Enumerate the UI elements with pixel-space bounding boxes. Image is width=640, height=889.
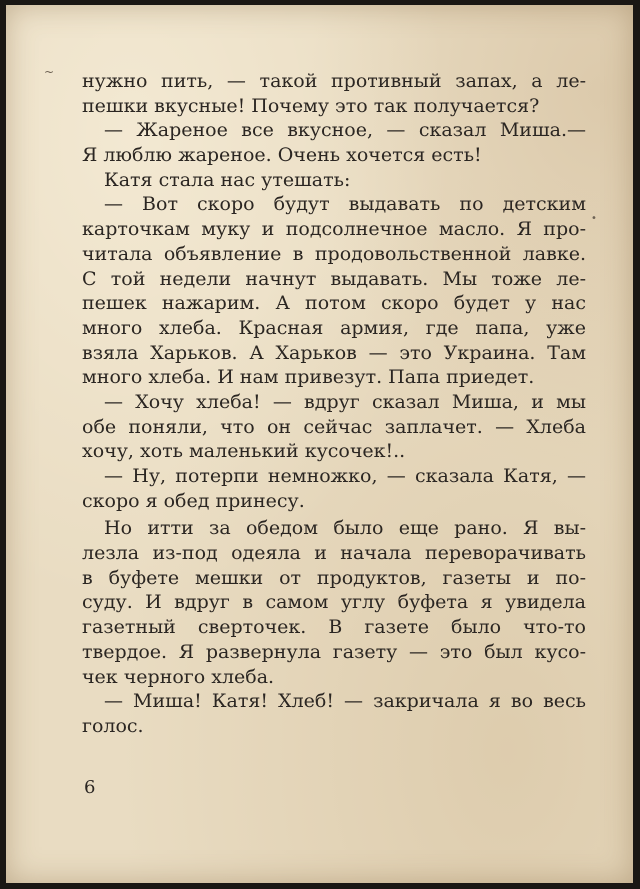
text-line: нужно пить, — такой противный запах, а ле- [82, 70, 586, 92]
text-line: много хлеба. И нам привезут. Папа приедет. [82, 366, 535, 389]
page-number: 6 [84, 777, 96, 798]
text-line: карточкам муку и подсолнечное масло. Я про- [82, 218, 586, 241]
text-line: читала объявление в продовольственной лавке. [82, 242, 586, 265]
margin-mark: ~ [44, 65, 55, 79]
text-line: — Хочу хлеба! — вдруг сказал Миша, и мы [104, 390, 586, 413]
text-line: Я люблю жареное. Очень хочется есть! [82, 144, 482, 167]
text-line: пешек нажарим. А потом скоро будет у нас [82, 292, 586, 315]
text-line: — Вот скоро будут выдавать по детским [104, 193, 586, 216]
text-line: твердое. Я развернула газету — это был кусо- [82, 640, 586, 663]
text-line: обе поняли, что он сейчас заплачет. — Хлеба [82, 415, 586, 438]
text-line: в буфете мешки от продуктов, газеты и по- [82, 566, 586, 589]
body-text [82, 69, 586, 739]
text-line: Но итти за обедом было еще рано. Я вы- [104, 517, 586, 540]
text-line: чек черного хлеба. [82, 665, 275, 688]
text-line: газетный сверточек. В газете было что-то [82, 616, 586, 639]
text-line: голос. [82, 714, 144, 737]
margin-dot: • [591, 213, 597, 224]
text-line: — Ну, потерпи немножко, — сказала Катя, — [104, 465, 586, 487]
text-line: пешки вкусные! Почему это так получается? [82, 94, 540, 117]
text-line: Катя стала нас утешать: [104, 168, 351, 191]
text-line: — Миша! Катя! Хлеб! — закричала я во весь [104, 690, 586, 713]
text-line: лезла из-под одеяла и начала переворачивать [82, 542, 586, 565]
text-line: много хлеба. Красная армия, где папа, уже [82, 316, 586, 339]
text-line: — Жареное все вкусное, — сказал Миша.— [104, 119, 586, 142]
book-page [6, 5, 633, 883]
text-line: С той недели начнут выдавать. Мы тоже ле- [82, 267, 586, 290]
text-line: хочу, хоть маленький кусочек!.. [82, 440, 406, 463]
text-line: суду. И вдруг в самом углу буфета я увидела [82, 591, 586, 614]
text-line: скоро я обед принесу. [82, 489, 305, 512]
text-line: взяла Харьков. А Харьков — это Украина. Там [82, 341, 586, 364]
